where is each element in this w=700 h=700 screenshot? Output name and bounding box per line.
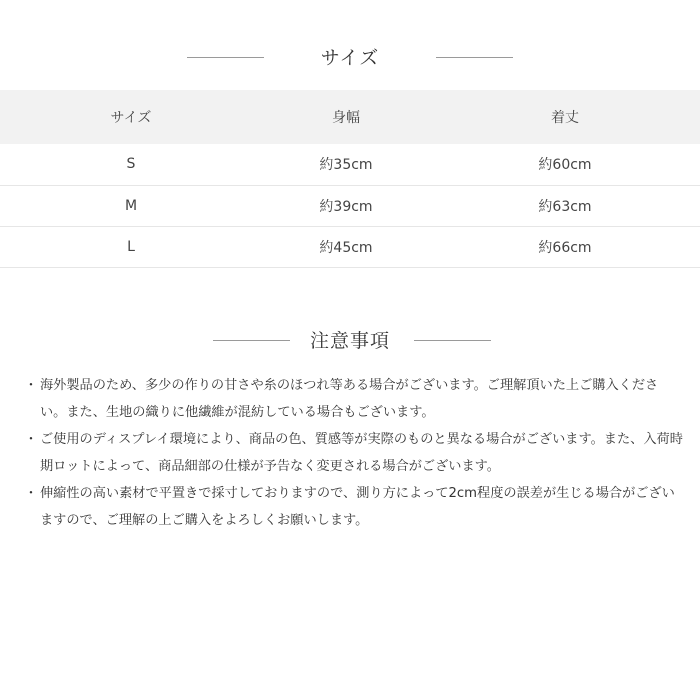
notes-section-title: 注意事項 [309,330,390,352]
table-row [0,226,700,267]
bullet-mark: ・ [24,432,38,447]
size-section-title: サイズ [320,47,380,69]
cell-body-width: 約35cm [319,157,373,174]
table-row [0,144,700,185]
cell-size: L [127,238,135,255]
note-text: 伸縮性の高い素材で平置きで採寸しておりますので、測り方によって2cm程度の誤差が生じる場合がございますので、ご理解の上ご購入をよろしくお願いします。 [40,486,675,528]
cell-length: 約63cm [538,198,592,215]
list-item [24,480,684,534]
header-size: サイズ [110,110,152,126]
bullet-mark: ・ [24,378,38,393]
list-item [24,372,684,426]
cell-size: M [124,197,138,214]
header-body-width: 身幅 [332,110,360,126]
cell-length: 約66cm [538,239,592,256]
heading-divider-right [414,340,491,341]
bullet-mark: ・ [24,486,38,501]
list-item [24,426,684,480]
size-table [0,90,700,268]
notes-list [24,372,684,534]
header-length: 着丈 [551,110,579,126]
note-text: ご使用のディスプレイ環境により、商品の色、質感等が実際のものと異なる場合がございます。また、入荷時期ロットによって、商品細部の仕様が予告なく変更される場合がございます。 [40,432,683,474]
cell-length: 約60cm [538,157,592,174]
cell-size: S [126,156,136,173]
cell-body-width: 約45cm [319,239,373,256]
notes-section-heading [0,326,700,356]
size-section-heading [0,43,700,73]
size-table-header-row [0,90,700,144]
table-row [0,185,700,226]
heading-divider-right [436,57,513,58]
note-text: 海外製品のため、多少の作りの甘さや糸のほつれ等ある場合がございます。ご理解頂いた上ご購入ください。また、生地の織りに他繊維が混紡している場合もございます。 [40,378,659,420]
cell-body-width: 約39cm [319,198,373,215]
